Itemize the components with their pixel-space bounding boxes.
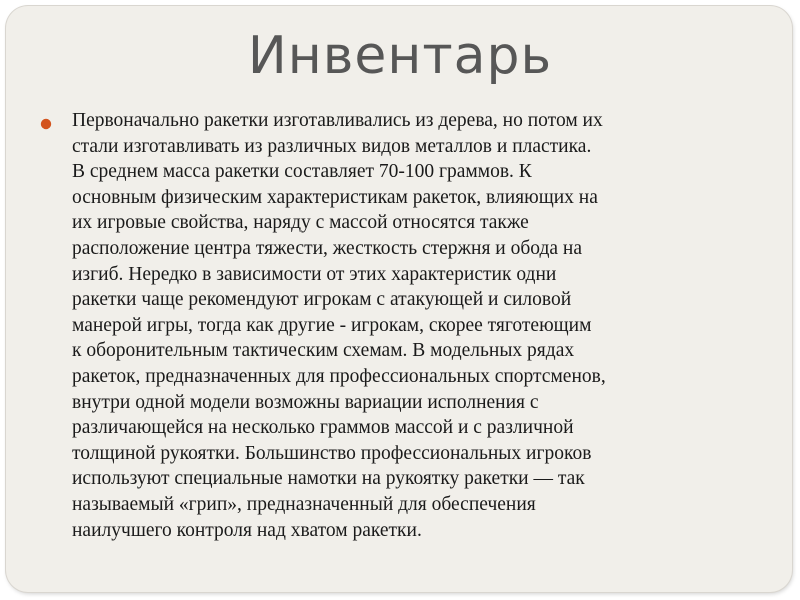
paragraph-line: к оборонительным тактическим схемам. В модельных рядах	[72, 340, 575, 362]
paragraph-line: наилучшего контроля над хватом ракетки.	[72, 519, 422, 541]
paragraph-line: ракетки чаще рекомендуют игрокам с атакующей и силовой	[72, 289, 572, 311]
paragraph-line: ракеток, предназначенных для профессиональных спортсменов,	[72, 365, 606, 387]
slide-title: Инвентарь	[247, 26, 553, 86]
paragraph-line: внутри одной модели возможны вариации исполнения с	[72, 391, 539, 413]
paragraph-line: В среднем масса ракетки составляет 70-100 граммов. К	[72, 161, 532, 183]
paragraph-line: манерой игры, тогда как другие - игрокам, скорее тяготеющим	[72, 314, 592, 336]
paragraph-line: различающейся на несколько граммов массой и с различной	[72, 417, 574, 439]
paragraph-line: толщиной рукоятки. Большинство профессиональных игроков	[72, 442, 592, 464]
paragraph-line: используют специальные намотки на рукоятку ракетки — так	[72, 468, 585, 490]
paragraph-line: их игровые свойства, наряду с массой относятся также	[72, 212, 529, 234]
bullet-paragraph	[72, 108, 762, 543]
paragraph-line: расположение центра тяжести, жесткость стержня и обода на	[72, 237, 583, 259]
paragraph-line: стали изготавливать из различных видов металлов и пластика.	[72, 135, 592, 157]
paragraph-line: изгиб. Нередко в зависимости от этих характеристик одни	[72, 263, 557, 285]
bullet-icon	[40, 118, 52, 130]
bullet-dot	[41, 119, 51, 129]
paragraph-line: основным физическим характеристикам ракеток, влияющих на	[72, 186, 598, 208]
paragraph-line: Первоначально ракетки изготавливались из дерева, но потом их	[72, 110, 603, 131]
paragraph-line: называемый «грип», предназначенный для обеспечения	[72, 493, 536, 515]
